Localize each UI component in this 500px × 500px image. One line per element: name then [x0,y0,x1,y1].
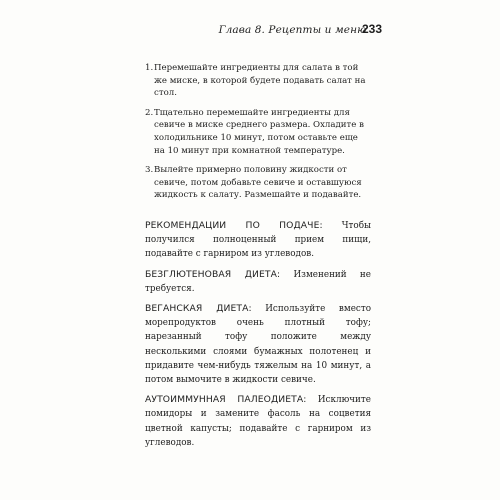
running-title: Глава 8. Рецепты и меню [218,24,367,36]
note-label: РЕКОМЕНДАЦИИ ПО ПОДАЧЕ: [145,219,323,231]
note-serving [145,219,371,262]
step-number: 3. [145,165,154,176]
step-text: Тщательно перемешайте ингредиенты для севиче в миске среднего размера. Охладите в холодильнике 10 минут, потом оставьте еще на 10 минут при комнатной температуре. [154,107,364,156]
page-content [145,62,371,456]
step-number: 2. [145,107,154,118]
step-text: Перемешайте ингредиенты для салата в той же миске, в которой будете подавать салат на стол. [154,63,366,99]
step-number: 1. [145,63,154,73]
step-item [145,164,371,202]
note-text: Используйте вместо морепродуктов очень плотный тофу; нарезанный тофу положите между несколькими слоями бумажных полотенец и придавите чем-нибудь тяжелым на 10 минут, а потом вымочите в жидкости севиче. [145,303,371,385]
step-text: Вылейте примерно половину жидкости от севиче, потом добавьте севиче и оставшуюся жидкость к салату. Размешайте и подавайте. [154,165,362,201]
note-label: БЕЗГЛЮТЕНОВАЯ ДИЕТА: [145,268,281,280]
note-gluten-free [145,268,371,296]
step-item [145,62,371,100]
note-vegan [145,302,371,387]
step-item [145,107,371,157]
note-text: Изменений не требуется. [145,269,372,294]
page-number: 233 [361,22,382,36]
note-label: ВЕГАНСКАЯ ДИЕТА: [145,302,252,314]
note-text: Чтобы получился полноценный прием пищи, подавайте с гарниром из углеводов. [145,220,372,260]
section-spacer [145,209,371,219]
note-label: АУТОИММУННАЯ ПАЛЕОДИЕТА: [145,394,307,406]
note-autoimmune-paleo [145,393,371,450]
recipe-steps [145,62,371,202]
note-text: Исключите помидоры и замените фасоль на соцветия цветной капусты; подавайте с гарниром из углеводов. [145,395,371,448]
